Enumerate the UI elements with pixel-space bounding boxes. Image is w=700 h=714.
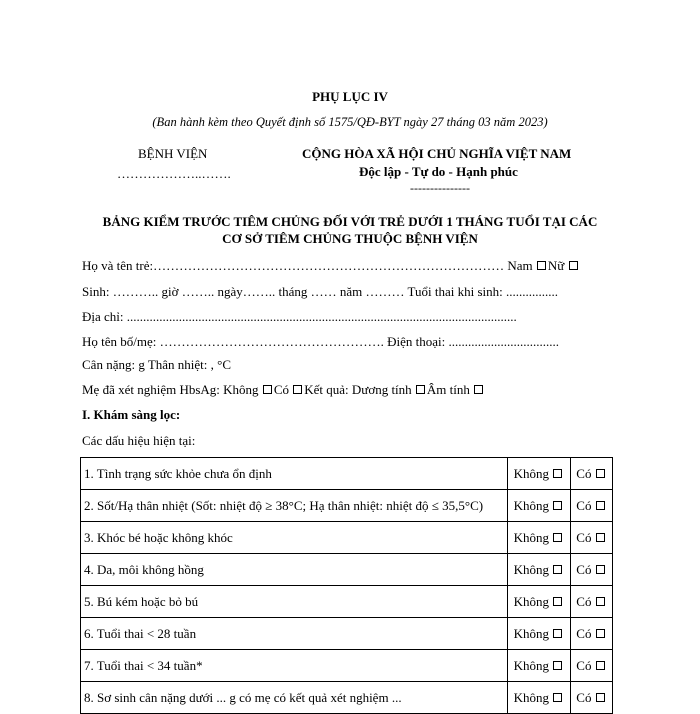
hospital-name-blank: ………………..……. [117, 166, 231, 181]
criterion-text [81, 554, 508, 586]
yes-label: Có [576, 561, 592, 577]
no-checkbox[interactable] [553, 693, 562, 702]
criterion-label: 8. Sơ sinh cân nặng dưới ... g có mẹ có kết quả xét nghiệm ... [84, 689, 402, 705]
yes-label: Có [576, 689, 592, 705]
yes-cell [571, 682, 613, 714]
yes-checkbox[interactable] [596, 501, 605, 510]
yes-cell [571, 522, 613, 554]
no-cell [508, 522, 571, 554]
female-label: Nữ [547, 258, 565, 273]
hospital-label: BỆNH VIỆN [138, 146, 208, 161]
screening-table [80, 457, 613, 714]
yes-cell [571, 618, 613, 650]
issued-note: (Ban hành kèm theo Quyết định số 1575/QĐ-BYT ngày 27 tháng 03 năm 2023) [152, 115, 548, 129]
yes-checkbox[interactable] [596, 629, 605, 638]
criterion-label: 2. Sốt/Hạ thân nhiệt (Sốt: nhiệt độ ≥ 38°C; Hạ thân nhiệt: nhiệt độ ≤ 35,5°C) [84, 497, 484, 513]
hbsag-positive-checkbox[interactable] [416, 385, 425, 394]
yes-label: Có [576, 497, 592, 513]
male-checkbox[interactable] [537, 261, 546, 270]
no-checkbox[interactable] [553, 565, 562, 574]
criterion-text [81, 458, 508, 490]
hbsag-negative-label: Âm tính [426, 382, 470, 397]
criterion-text [81, 618, 508, 650]
yes-checkbox[interactable] [596, 469, 605, 478]
no-label: Không [513, 689, 550, 705]
yes-checkbox[interactable] [596, 597, 605, 606]
criterion-label: 6. Tuổi thai < 28 tuần [84, 625, 197, 641]
no-checkbox[interactable] [553, 469, 562, 478]
criterion-label: 1. Tình trạng sức khỏe chưa ổn định [84, 465, 272, 481]
hbsag-negative-checkbox[interactable] [474, 385, 483, 394]
criterion-label: 3. Khóc bé hoặc không khóc [84, 529, 233, 545]
criterion-text [81, 490, 508, 522]
section-title: I. Khám sàng lọc: [82, 407, 181, 422]
yes-label: Có [576, 465, 592, 481]
no-checkbox[interactable] [553, 597, 562, 606]
table-row [81, 554, 613, 586]
table-row [81, 490, 613, 522]
no-label: Không [513, 625, 550, 641]
table-row [81, 618, 613, 650]
no-label: Không [513, 497, 550, 513]
no-checkbox[interactable] [553, 629, 562, 638]
no-cell [508, 490, 571, 522]
criterion-label: 7. Tuổi thai < 34 tuần* [84, 657, 203, 673]
document-title-line2: CƠ SỞ TIÊM CHỦNG THUỘC BỆNH VIỆN [222, 231, 478, 246]
yes-checkbox[interactable] [596, 693, 605, 702]
yes-label: Có [576, 529, 592, 545]
table-row [81, 682, 613, 714]
child-name-field [82, 258, 580, 274]
yes-checkbox[interactable] [596, 565, 605, 574]
no-cell [508, 554, 571, 586]
national-motto: Độc lập - Tự do - Hạnh phúc [359, 164, 518, 179]
child-name-label: Họ và tên trẻ:……………………………………………………………………… Nam [82, 258, 533, 273]
document-title [0, 213, 700, 247]
yes-checkbox[interactable] [596, 533, 605, 542]
hbsag-result-label: Kết quả: Dương tính [304, 382, 412, 397]
criterion-label: 5. Bú kém hoặc bỏ bú [84, 593, 199, 609]
criterion-text [81, 650, 508, 682]
document-title-line1: BẢNG KIỂM TRƯỚC TIÊM CHỦNG ĐỐI VỚI TRẺ DƯỚI 1 THÁNG TUỔI TẠI CÁC [102, 214, 598, 229]
criterion-text [81, 522, 508, 554]
table-row [81, 458, 613, 490]
hbsag-no-checkbox[interactable] [263, 385, 272, 394]
no-checkbox[interactable] [553, 501, 562, 510]
no-label: Không [513, 561, 550, 577]
hbsag-yes-label: Có [273, 382, 289, 397]
country-name: CỘNG HÒA XÃ HỘI CHỦ NGHĨA VIỆT NAM [302, 146, 572, 161]
table-row [81, 522, 613, 554]
address-field: Địa chỉ: ........................................................................................................................ [82, 309, 517, 324]
motto-divider: --------------- [410, 181, 470, 195]
no-cell [508, 650, 571, 682]
yes-label: Có [576, 657, 592, 673]
birth-field: Sinh: ……….. giờ …….. ngày…….. tháng …… năm ……… Tuổi thai khi sinh: ................ [82, 284, 558, 299]
no-checkbox[interactable] [553, 661, 562, 670]
weight-temp-field: Cân nặng: g Thân nhiệt: , °C [82, 357, 232, 372]
criterion-label: 4. Da, môi không hồng [84, 561, 204, 577]
yes-cell [571, 650, 613, 682]
no-label: Không [513, 465, 550, 481]
female-checkbox[interactable] [569, 261, 578, 270]
appendix-title: PHỤ LỤC IV [312, 89, 388, 104]
parent-field: Họ tên bố/mẹ: ……………………………………………. Điện thoại: .................................. [82, 334, 560, 349]
yes-label: Có [576, 593, 592, 609]
no-cell [508, 682, 571, 714]
yes-cell [571, 458, 613, 490]
yes-cell [571, 586, 613, 618]
criterion-text [81, 682, 508, 714]
table-row [81, 586, 613, 618]
yes-cell [571, 554, 613, 586]
no-cell [508, 618, 571, 650]
no-cell [508, 586, 571, 618]
signs-label: Các dấu hiệu hiện tại: [82, 433, 196, 448]
no-checkbox[interactable] [553, 533, 562, 542]
criterion-text [81, 586, 508, 618]
yes-label: Có [576, 625, 592, 641]
table-row [81, 650, 613, 682]
yes-checkbox[interactable] [596, 661, 605, 670]
hbsag-label: Mẹ đã xét nghiệm HbsAg: Không [82, 382, 259, 397]
no-label: Không [513, 593, 550, 609]
no-cell [508, 458, 571, 490]
hbsag-yes-checkbox[interactable] [293, 385, 302, 394]
no-label: Không [513, 657, 550, 673]
hbsag-field [82, 382, 485, 398]
no-label: Không [513, 529, 550, 545]
yes-cell [571, 490, 613, 522]
